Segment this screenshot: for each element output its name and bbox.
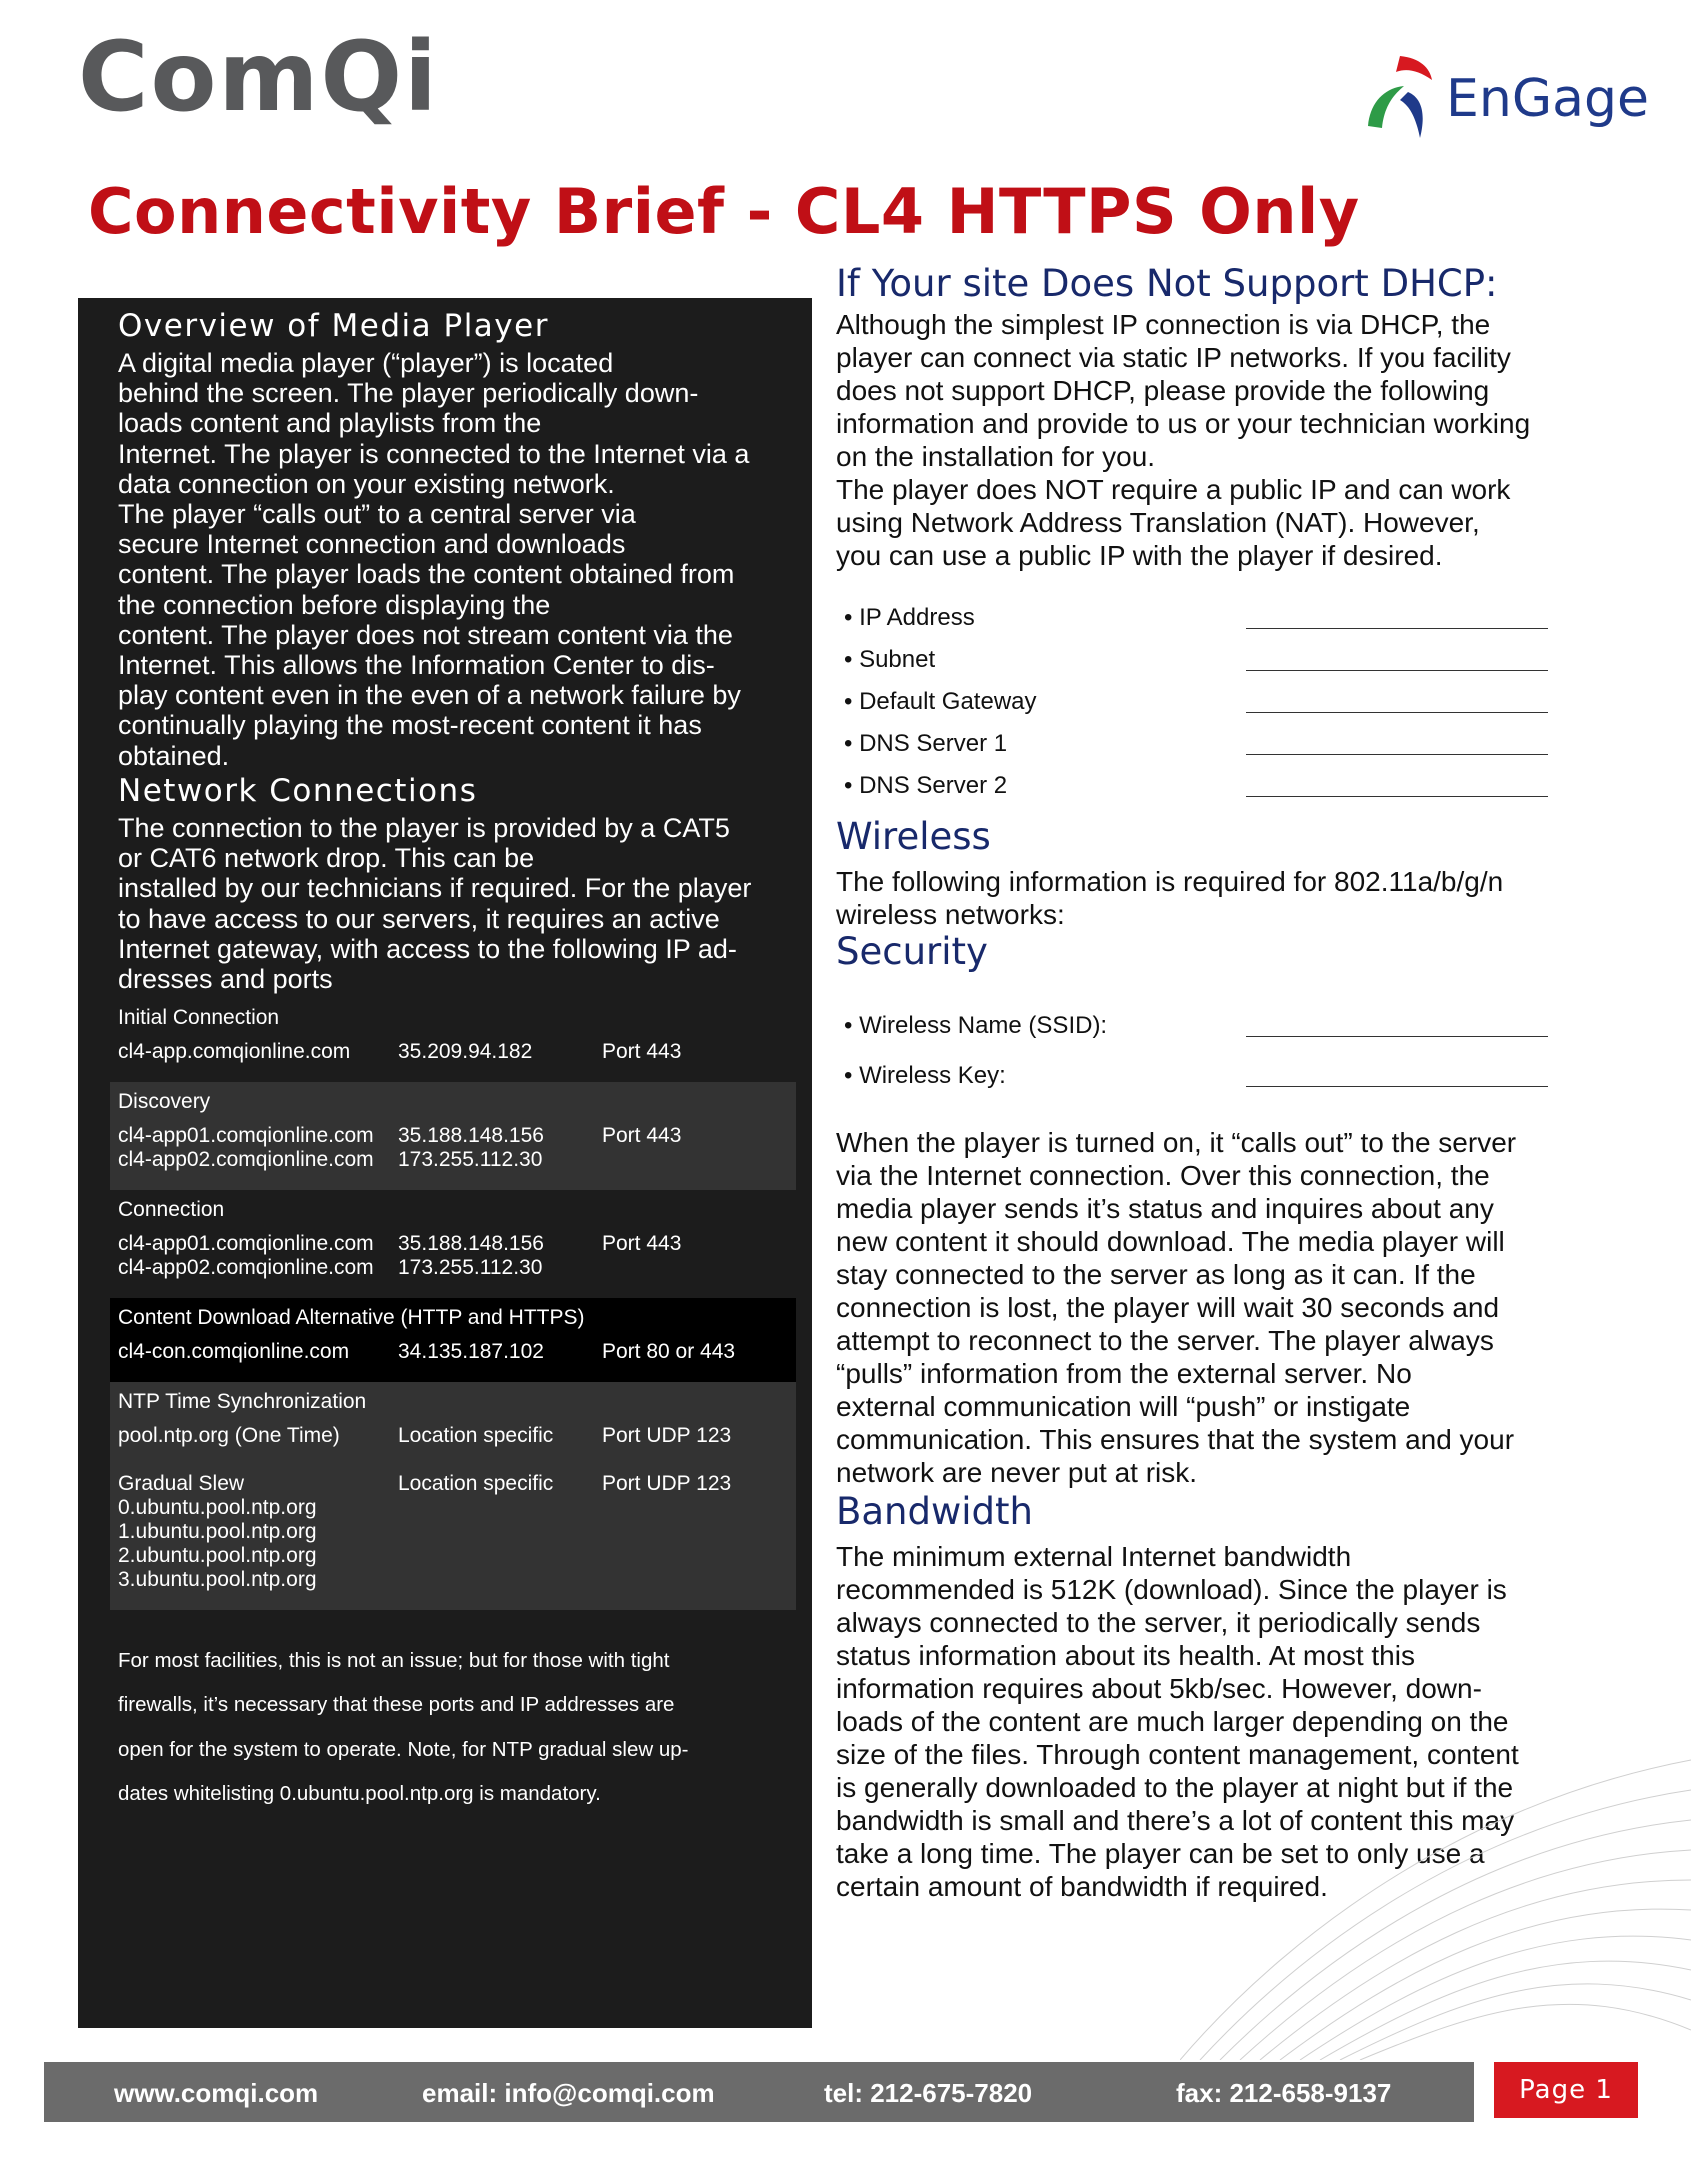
cell-text: 0.ubuntu.pool.ntp.org	[118, 1496, 317, 1519]
field-label: • Default Gateway	[844, 688, 1037, 715]
table-row	[110, 1040, 796, 1082]
cell-text: 173.255.112.30	[398, 1256, 543, 1279]
overview-heading: Overview of Media Player	[118, 308, 549, 344]
wireless-heading: Wireless	[836, 815, 991, 858]
table-cell-port	[602, 1340, 735, 1364]
table-cell-port	[602, 1040, 681, 1064]
cell-text: 173.255.112.30	[398, 1148, 543, 1171]
fill-in-field[interactable]	[844, 688, 1554, 718]
bandwidth-line: information requires about 5kb/sec. However, down-	[836, 1673, 1482, 1704]
field-label: • Wireless Name (SSID):	[844, 1012, 1108, 1039]
wireless-line: The following information is required for 802.11a/b/g/n	[836, 866, 1504, 897]
bandwidth-line: status information about its health. At most this	[836, 1640, 1415, 1671]
field-label: • DNS Server 1	[844, 730, 1008, 757]
field-label: • IP Address	[844, 604, 975, 631]
note-line: For most facilities, this is not an issue; but for those with tight	[118, 1648, 670, 1672]
page-title: Connectivity Brief - CL4 HTTPS Only	[88, 175, 1360, 248]
network-heading: Network Connections	[118, 773, 478, 809]
network-line: installed by our technicians if required. For the player	[118, 873, 752, 904]
decorative-swoosh	[1180, 1500, 1691, 2060]
cell-text: Gradual Slew	[118, 1472, 245, 1495]
engage-logo	[1360, 48, 1660, 148]
table-cell-port	[602, 1424, 731, 1448]
fill-in-field[interactable]	[844, 772, 1554, 802]
fill-in-field[interactable]	[844, 1012, 1554, 1042]
overview-line: The player “calls out” to a central server via	[118, 499, 636, 530]
overview-line: the connection before displaying the	[118, 589, 551, 620]
cell-text: Port UDP 123	[602, 1424, 732, 1447]
bandwidth-line: bandwidth is small and there’s a lot of content this may	[836, 1805, 1515, 1836]
network-line: The connection to the player is provided by a CAT5	[118, 813, 730, 843]
overview-line: content. The player loads the content obtained from	[118, 559, 735, 590]
table-row	[110, 1472, 796, 1610]
table-section-caption: NTP Time Synchronization	[118, 1390, 367, 1413]
field-label: • Subnet	[844, 646, 936, 673]
field-label: • Wireless Key:	[844, 1062, 1006, 1089]
overview-line: play content even in the even of a network failure by	[118, 680, 741, 711]
cell-text: 35.188.148.156	[398, 1124, 544, 1147]
overview-line: behind the screen. The player periodically down-	[118, 378, 699, 409]
bandwidth-line: size of the files. Through content management, content	[836, 1739, 1519, 1770]
overview-line: A digital media player (“player”) is located	[118, 348, 614, 378]
overview-line: loads content and playlists from the	[118, 408, 542, 439]
comqi-logo-text: ComQi	[78, 28, 439, 128]
footer-bar	[44, 2062, 1474, 2122]
footer-tel: tel: 212-675-7820	[824, 2078, 1033, 2108]
field-blank-line[interactable]	[1246, 1036, 1548, 1037]
overview-line: data connection on your existing network.	[118, 468, 615, 499]
fill-in-field[interactable]	[844, 1062, 1554, 1092]
callout-line: media player sends it’s status and inquires about any	[836, 1193, 1494, 1224]
cell-text: 3.ubuntu.pool.ntp.org	[118, 1568, 317, 1591]
dhcp-line: does not support DHCP, please provide the following	[836, 375, 1490, 406]
field-blank-line[interactable]	[1246, 754, 1548, 755]
table-section-caption: Content Download Alternative (HTTP and HTTPS)	[118, 1306, 585, 1329]
callout-line: external communication will “push” or instigate	[836, 1391, 1411, 1422]
bandwidth-heading: Bandwidth	[836, 1490, 1033, 1533]
dhcp-paragraph	[836, 308, 1616, 572]
footer-email-link[interactable]: email: info@comqi.com	[422, 2078, 715, 2108]
table-row	[110, 1340, 796, 1382]
overview-line: Internet. The player is connected to the Internet via a	[118, 438, 750, 469]
cell-text: 2.ubuntu.pool.ntp.org	[118, 1544, 317, 1567]
fill-in-field[interactable]	[844, 604, 1554, 634]
overview-line: continually playing the most-recent content it has	[118, 710, 702, 741]
cell-text: Port 443	[602, 1124, 682, 1147]
callout-line: new content it should download. The media player will	[836, 1226, 1505, 1257]
page-number-badge: Page 1	[1494, 2062, 1638, 2118]
overview-line: obtained.	[118, 740, 230, 771]
wireless-paragraph	[836, 865, 1616, 931]
cell-text: cl4-app.comqionline.com	[118, 1040, 351, 1063]
network-line: Internet gateway, with access to the following IP ad-	[118, 933, 737, 964]
table-cell-port	[602, 1232, 681, 1256]
table-row	[110, 1424, 796, 1466]
engage-logo-text: EnGage	[1446, 69, 1649, 129]
table-cell-port	[602, 1472, 731, 1496]
table-section	[110, 1382, 796, 1610]
field-label: • DNS Server 2	[844, 772, 1008, 799]
cell-text: Port 443	[602, 1040, 682, 1063]
table-section	[110, 1298, 796, 1382]
cell-text: pool.ntp.org (One Time)	[118, 1424, 340, 1447]
security-heading: Security	[836, 930, 988, 973]
network-line: to have access to our servers, it requires an active	[118, 903, 720, 934]
dhcp-line: using Network Address Translation (NAT). However,	[836, 507, 1480, 538]
network-paragraph	[118, 813, 798, 994]
table-section	[110, 1082, 796, 1190]
table-cell-ip	[398, 1124, 544, 1172]
cell-text: cl4-app01.comqionline.com	[118, 1232, 374, 1255]
table-section-caption: Initial Connection	[118, 1006, 280, 1029]
cell-text: 35.209.94.182	[398, 1040, 533, 1063]
table-cell-host	[118, 1340, 349, 1364]
cell-text: Port 443	[602, 1232, 682, 1255]
table-cell-host	[118, 1472, 317, 1592]
bandwidth-line: recommended is 512K (download). Since the player is	[836, 1574, 1507, 1605]
cell-text: cl4-app02.comqionline.com	[118, 1256, 374, 1279]
bandwidth-line: is generally downloaded to the player at night but if the	[836, 1772, 1514, 1803]
bandwidth-line: The minimum external Internet bandwidth	[836, 1541, 1352, 1572]
dhcp-line: player can connect via static IP networks. If you facility	[836, 342, 1511, 373]
table-section	[110, 998, 796, 1082]
field-blank-line[interactable]	[1246, 712, 1548, 713]
table-row	[110, 1124, 796, 1190]
bandwidth-line: loads of the content are much larger depending on the	[836, 1706, 1509, 1737]
callout-line: “pulls” information from the external server. No	[836, 1358, 1412, 1389]
comqi-logo	[78, 28, 498, 128]
bandwidth-line: certain amount of bandwidth if required.	[836, 1871, 1328, 1902]
callout-line: communication. This ensures that the system and your	[836, 1424, 1515, 1455]
table-cell-host	[118, 1424, 340, 1448]
note-line: firewalls, it’s necessary that these ports and IP addresses are	[118, 1693, 675, 1716]
footer-fax: fax: 212-658-9137	[1176, 2078, 1392, 2108]
callout-line: When the player is turned on, it “calls out” to the server	[836, 1127, 1517, 1158]
note-line: open for the system to operate. Note, for NTP gradual slew up-	[118, 1737, 689, 1761]
note-line: dates whitelisting 0.ubuntu.pool.ntp.org is mandatory.	[118, 1782, 601, 1805]
table-row	[110, 1232, 796, 1298]
dhcp-line: Although the simplest IP connection is via DHCP, the	[836, 309, 1491, 340]
field-blank-line[interactable]	[1246, 796, 1548, 797]
table-section-caption: Discovery	[118, 1090, 211, 1113]
dhcp-line: you can use a public IP with the player if desired.	[836, 540, 1443, 571]
overview-line: Internet. This allows the Information Center to dis-	[118, 650, 715, 681]
callout-line: network are never put at risk.	[836, 1457, 1198, 1488]
fill-in-field[interactable]	[844, 730, 1554, 760]
cell-text: 34.135.187.102	[398, 1340, 544, 1363]
firewall-note	[118, 1628, 778, 1827]
engage-swirl-icon	[1368, 56, 1432, 138]
left-panel	[78, 298, 812, 2028]
field-blank-line[interactable]	[1246, 628, 1548, 629]
network-line: dresses and ports	[118, 964, 333, 995]
table-cell-host	[118, 1040, 350, 1064]
callout-paragraph	[836, 1126, 1616, 1489]
callout-line: attempt to reconnect to the server. The player always	[836, 1325, 1494, 1356]
callout-line: connection is lost, the player will wait 30 seconds and	[836, 1292, 1500, 1323]
cell-text: Location specific	[398, 1472, 554, 1495]
footer-website-link[interactable]: www.comqi.com	[114, 2078, 319, 2108]
cell-text: Port 80 or 443	[602, 1340, 736, 1363]
wireless-line: wireless networks:	[836, 899, 1065, 930]
table-section	[110, 1190, 796, 1298]
callout-line: via the Internet connection. Over this connection, the	[836, 1160, 1490, 1191]
table-cell-ip	[398, 1472, 553, 1496]
overview-line: content. The player does not stream content via the	[118, 619, 733, 650]
cell-text: 1.ubuntu.pool.ntp.org	[118, 1520, 317, 1543]
table-cell-host	[118, 1232, 374, 1280]
overview-paragraph	[118, 348, 798, 771]
cell-text: 35.188.148.156	[398, 1232, 544, 1255]
fill-in-field[interactable]	[844, 646, 1554, 676]
network-ports-table	[110, 998, 796, 1610]
table-cell-port	[602, 1124, 681, 1148]
overview-line: secure Internet connection and downloads	[118, 529, 626, 560]
dhcp-heading: If Your site Does Not Support DHCP:	[836, 262, 1498, 305]
cell-text: Port UDP 123	[602, 1472, 732, 1495]
dhcp-line: on the installation for you.	[836, 441, 1156, 472]
cell-text: cl4-con.comqionline.com	[118, 1340, 350, 1363]
bandwidth-line: always connected to the server, it periodically sends	[836, 1607, 1481, 1638]
dhcp-line: The player does NOT require a public IP and can work	[836, 474, 1511, 505]
field-blank-line[interactable]	[1246, 670, 1548, 671]
network-line: or CAT6 network drop. This can be	[118, 843, 535, 874]
table-cell-host	[118, 1124, 374, 1172]
table-cell-ip	[398, 1232, 544, 1280]
cell-text: cl4-app02.comqionline.com	[118, 1148, 374, 1171]
table-section-caption: Connection	[118, 1198, 225, 1221]
bandwidth-line: take a long time. The player can be set to only use a	[836, 1838, 1485, 1869]
callout-line: stay connected to the server as long as it can. If the	[836, 1259, 1476, 1290]
dhcp-line: information and provide to us or your technician working	[836, 408, 1531, 439]
table-cell-ip	[398, 1424, 553, 1448]
table-cell-ip	[398, 1040, 532, 1064]
table-cell-ip	[398, 1340, 544, 1364]
cell-text: Location specific	[398, 1424, 554, 1447]
cell-text: cl4-app01.comqionline.com	[118, 1124, 374, 1147]
field-blank-line[interactable]	[1246, 1086, 1548, 1087]
